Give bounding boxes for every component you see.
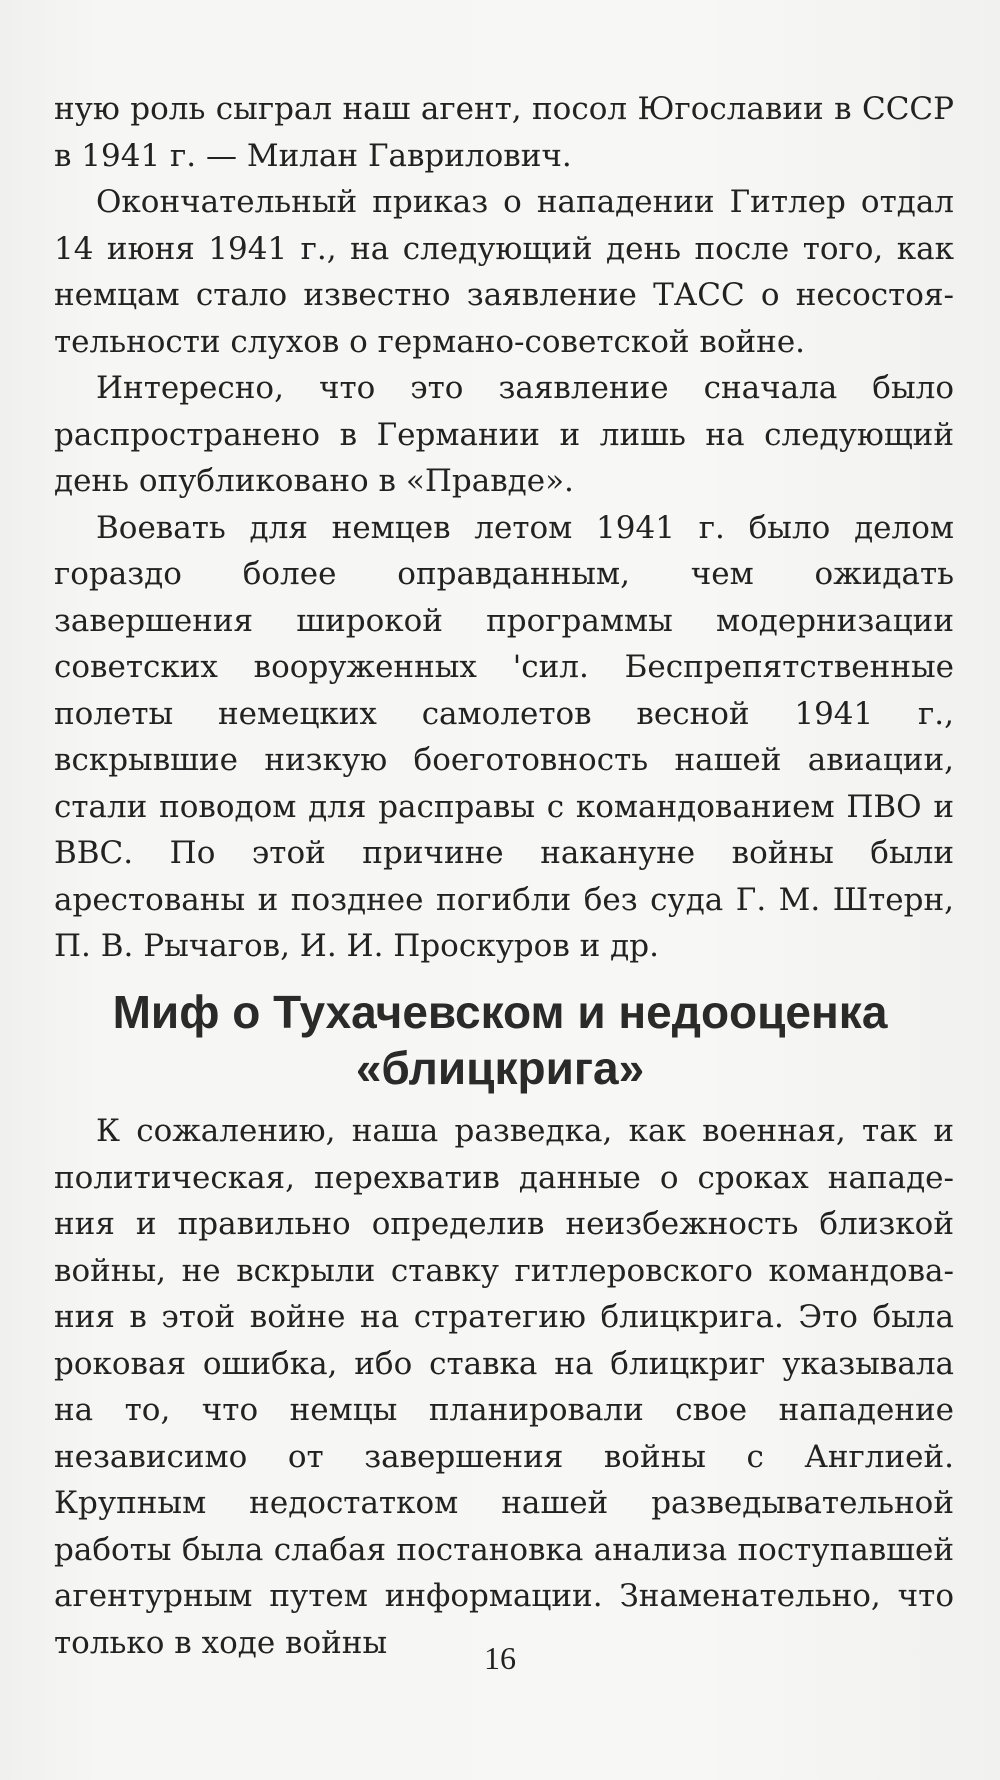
paragraph-continued: ную роль сыграл наш агент, посол Югославии в СССР в 1941 г. — Милан Гаврилович.: [54, 91, 954, 174]
text-block-top: [54, 86, 954, 970]
paragraph-hitler-order: Окончательный приказ о нападении Гитлер отдал 14 июня 1941 г., на следующий день после того, как немцам стало известно заявление ТАСС о несостоятельности слухов о германо-советской войне.: [54, 184, 954, 360]
paragraph-intelligence: К сожалению, наша разведка, как военная, так и политическая, перехватив данные о сроках нападения и правильно определив неизбежность близкой войны, не вскрыли ставку гитлеровского командования в этой войне на стратегию блицкрига. Это была роковая ошибка, ибо ставка на блицкриг указывала на то, что немцы планировали свое нападение независимо от завершения войны с Англией. Крупным недостатком нашей разведывательной работы была слабая постановка анализа поступавшей агентурным путем информации. Знаменательно, что только в ходе войны: [54, 1113, 954, 1661]
paragraph-war-1941: Воевать для немцев летом 1941 г. было делом гораздо более оправданным, чем ожидать завершения широкой программы модернизации советских вооруженных 'сил. Беспрепятственные полеты немецких самолетов весной 1941 г., вскрывшие низкую боеготовность нашей авиации, стали поводом для расправы с командованием ПВО и ВВС. По этой причине накануне войны были арестованы и позднее погибли без суда Г. М. Штерн, П. В. Рычагов, И. И. Проскуров и др.: [54, 509, 954, 964]
page-number: 16: [484, 1640, 516, 1676]
text-block-bottom: [54, 1108, 954, 1666]
section-heading: Миф о Тухачевском и недооценка «блицкрига»: [112, 986, 888, 1094]
paragraph-tass-statement: Интересно, что это заявление сначала было распространено в Германии и лишь на следующий день опубликовано в «Правде».: [54, 370, 954, 499]
